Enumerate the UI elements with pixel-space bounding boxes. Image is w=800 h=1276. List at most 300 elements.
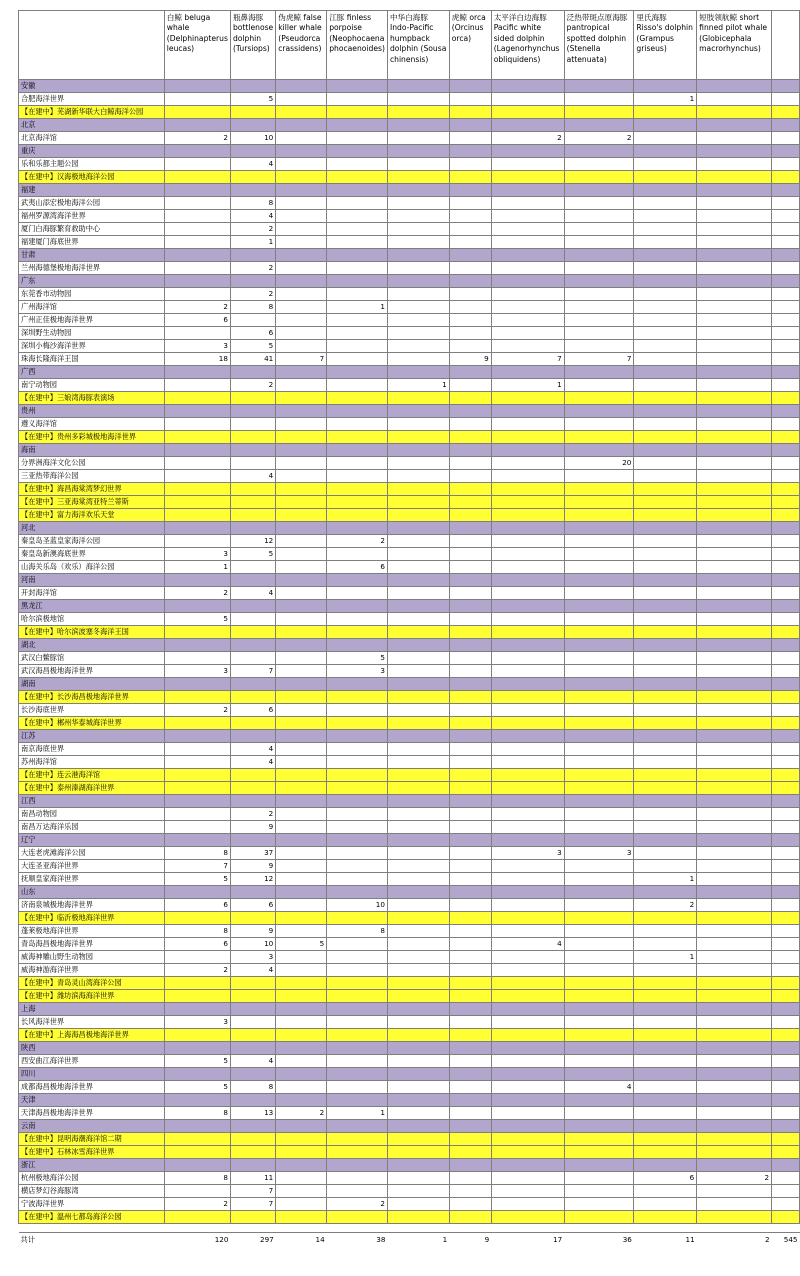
count-cell: 1 <box>634 873 697 886</box>
count-cell <box>387 444 449 457</box>
count-cell <box>449 912 491 925</box>
count-cell <box>327 600 388 613</box>
count-cell: 7 <box>230 1185 275 1198</box>
count-cell <box>491 925 564 938</box>
count-cell <box>697 886 772 899</box>
venue-name: 福建厦门海底世界 <box>19 236 165 249</box>
count-cell <box>276 483 327 496</box>
table-row <box>19 197 800 210</box>
count-cell <box>449 444 491 457</box>
count-cell <box>276 379 327 392</box>
cetacean-census-table <box>18 10 800 1247</box>
count-cell <box>697 249 772 262</box>
count-cell <box>491 821 564 834</box>
count-cell <box>697 717 772 730</box>
total-cell: 120 <box>164 1233 230 1248</box>
province-row <box>19 1159 800 1172</box>
count-cell <box>449 860 491 873</box>
venue-name: 【在建中】三娘湾海豚表演场 <box>19 392 165 405</box>
province-name: 陕西 <box>19 1042 165 1055</box>
count-cell <box>449 769 491 782</box>
count-cell <box>449 743 491 756</box>
count-cell <box>449 210 491 223</box>
count-cell <box>230 730 275 743</box>
table-row <box>19 951 800 964</box>
count-cell <box>449 1094 491 1107</box>
count-cell <box>387 639 449 652</box>
count-cell <box>449 1133 491 1146</box>
count-cell <box>449 626 491 639</box>
count-cell <box>491 1042 564 1055</box>
count-cell <box>564 210 634 223</box>
count-cell <box>230 561 275 574</box>
province-row <box>19 795 800 808</box>
count-cell <box>230 613 275 626</box>
province-name: 江西 <box>19 795 165 808</box>
venue-name: 【在建中】长沙海昌极地海洋世界 <box>19 691 165 704</box>
table-row <box>19 379 800 392</box>
count-cell <box>772 548 800 561</box>
count-cell <box>449 821 491 834</box>
count-cell <box>449 561 491 574</box>
count-cell <box>387 561 449 574</box>
total-cell: 9 <box>449 1233 491 1248</box>
venue-name: 【在建中】海昌海棠湾梦幻世界 <box>19 483 165 496</box>
construction-row <box>19 171 800 184</box>
count-cell: 2 <box>327 1198 388 1211</box>
venue-name: 南京海底世界 <box>19 743 165 756</box>
count-cell <box>634 652 697 665</box>
count-cell <box>164 808 230 821</box>
count-cell: 2 <box>491 132 564 145</box>
count-cell <box>564 496 634 509</box>
count-cell <box>491 756 564 769</box>
count-cell <box>327 171 388 184</box>
count-cell <box>164 275 230 288</box>
count-cell <box>697 925 772 938</box>
count-cell <box>564 145 634 158</box>
venue-name: 东莞香市动物园 <box>19 288 165 301</box>
count-cell <box>387 405 449 418</box>
count-cell <box>387 769 449 782</box>
count-cell <box>327 80 388 93</box>
province-name: 湖北 <box>19 639 165 652</box>
count-cell: 1 <box>327 301 388 314</box>
count-cell <box>387 158 449 171</box>
province-name: 辽宁 <box>19 834 165 847</box>
table-row <box>19 1185 800 1198</box>
count-cell <box>164 262 230 275</box>
count-cell <box>634 431 697 444</box>
count-cell <box>697 1055 772 1068</box>
count-cell <box>164 483 230 496</box>
count-cell <box>387 1003 449 1016</box>
venue-name: 西安曲江海洋世界 <box>19 1055 165 1068</box>
count-cell <box>230 574 275 587</box>
venue-name: 杭州极地海洋公园 <box>19 1172 165 1185</box>
spacer-cell <box>164 1224 230 1233</box>
count-cell <box>697 1120 772 1133</box>
count-cell <box>449 730 491 743</box>
count-cell <box>276 886 327 899</box>
table-body <box>19 80 800 1248</box>
table-row <box>19 561 800 574</box>
count-cell: 10 <box>327 899 388 912</box>
construction-row <box>19 1133 800 1146</box>
count-cell <box>564 1146 634 1159</box>
count-cell <box>387 366 449 379</box>
count-cell <box>564 223 634 236</box>
count-cell <box>491 665 564 678</box>
count-cell <box>491 184 564 197</box>
count-cell <box>634 665 697 678</box>
count-cell <box>697 678 772 691</box>
count-cell <box>491 496 564 509</box>
count-cell <box>772 1029 800 1042</box>
count-cell <box>327 340 388 353</box>
count-cell <box>697 1081 772 1094</box>
header-venue <box>19 11 165 80</box>
count-cell <box>564 756 634 769</box>
count-cell <box>449 951 491 964</box>
count-cell <box>772 1211 800 1224</box>
table-row <box>19 314 800 327</box>
construction-row <box>19 977 800 990</box>
count-cell: 2 <box>164 964 230 977</box>
count-cell <box>772 587 800 600</box>
province-row <box>19 184 800 197</box>
count-cell <box>772 886 800 899</box>
count-cell: 4 <box>230 964 275 977</box>
count-cell: 4 <box>230 743 275 756</box>
count-cell <box>697 1016 772 1029</box>
count-cell <box>634 509 697 522</box>
venue-name: 威海神雕山野生动物园 <box>19 951 165 964</box>
count-cell <box>164 444 230 457</box>
count-cell <box>387 951 449 964</box>
count-cell <box>772 1172 800 1185</box>
count-cell <box>491 93 564 106</box>
construction-row <box>19 483 800 496</box>
venue-name: 苏州海洋馆 <box>19 756 165 769</box>
count-cell: 8 <box>164 847 230 860</box>
venue-name: 长风海洋世界 <box>19 1016 165 1029</box>
count-cell <box>772 353 800 366</box>
table-row <box>19 548 800 561</box>
count-cell <box>491 1211 564 1224</box>
count-cell <box>276 1172 327 1185</box>
province-name: 甘肃 <box>19 249 165 262</box>
count-cell <box>564 860 634 873</box>
venue-name: 青岛海昌极地海洋世界 <box>19 938 165 951</box>
count-cell <box>230 1068 275 1081</box>
count-cell <box>697 652 772 665</box>
count-cell <box>697 704 772 717</box>
count-cell <box>634 80 697 93</box>
count-cell <box>276 1159 327 1172</box>
count-cell: 5 <box>327 652 388 665</box>
table-row <box>19 535 800 548</box>
count-cell <box>387 1016 449 1029</box>
count-cell <box>387 327 449 340</box>
count-cell <box>634 639 697 652</box>
count-cell <box>564 431 634 444</box>
count-cell <box>164 1133 230 1146</box>
count-cell: 4 <box>230 210 275 223</box>
count-cell <box>697 873 772 886</box>
count-cell <box>564 301 634 314</box>
venue-name: 南昌万达海洋乐园 <box>19 821 165 834</box>
count-cell <box>634 249 697 262</box>
total-cell: 17 <box>491 1233 564 1248</box>
count-cell <box>634 301 697 314</box>
count-cell <box>634 457 697 470</box>
count-cell: 4 <box>564 1081 634 1094</box>
count-cell <box>772 821 800 834</box>
count-cell <box>564 1172 634 1185</box>
count-cell <box>564 665 634 678</box>
venue-name: 【在建中】连云港海洋馆 <box>19 769 165 782</box>
count-cell <box>564 444 634 457</box>
count-cell <box>276 340 327 353</box>
count-cell <box>491 470 564 483</box>
count-cell <box>449 613 491 626</box>
count-cell <box>697 470 772 483</box>
count-cell <box>772 457 800 470</box>
province-row <box>19 1068 800 1081</box>
count-cell <box>276 1198 327 1211</box>
count-cell <box>634 548 697 561</box>
spacer-cell <box>387 1224 449 1233</box>
count-cell <box>164 418 230 431</box>
count-cell <box>327 574 388 587</box>
count-cell <box>772 301 800 314</box>
count-cell: 8 <box>164 1107 230 1120</box>
count-cell <box>276 223 327 236</box>
count-cell: 8 <box>230 197 275 210</box>
venue-name: 【在建中】贵州多彩城极地海洋世界 <box>19 431 165 444</box>
count-cell <box>634 522 697 535</box>
count-cell <box>772 236 800 249</box>
table-row <box>19 288 800 301</box>
count-cell <box>634 756 697 769</box>
count-cell <box>697 301 772 314</box>
count-cell <box>634 769 697 782</box>
province-name: 重庆 <box>19 145 165 158</box>
count-cell <box>634 106 697 119</box>
count-cell <box>387 717 449 730</box>
count-cell <box>276 665 327 678</box>
province-row <box>19 249 800 262</box>
count-cell <box>491 106 564 119</box>
venue-name: 珠海长隆海洋王国 <box>19 353 165 366</box>
count-cell <box>230 249 275 262</box>
count-cell <box>634 119 697 132</box>
count-cell <box>276 639 327 652</box>
count-cell <box>772 652 800 665</box>
count-cell <box>387 184 449 197</box>
count-cell <box>564 1211 634 1224</box>
count-cell <box>697 860 772 873</box>
count-cell <box>327 691 388 704</box>
count-cell: 2 <box>164 301 230 314</box>
count-cell <box>164 1159 230 1172</box>
venue-name: 分界洲海洋文化公园 <box>19 457 165 470</box>
count-cell <box>449 470 491 483</box>
count-cell <box>564 522 634 535</box>
count-cell <box>564 548 634 561</box>
count-cell <box>449 639 491 652</box>
count-cell <box>449 275 491 288</box>
count-cell <box>449 431 491 444</box>
count-cell <box>230 600 275 613</box>
count-cell: 5 <box>230 93 275 106</box>
count-cell: 2 <box>164 132 230 145</box>
province-name: 贵州 <box>19 405 165 418</box>
count-cell <box>327 132 388 145</box>
count-cell <box>564 262 634 275</box>
count-cell <box>772 990 800 1003</box>
count-cell <box>491 964 564 977</box>
count-cell <box>276 860 327 873</box>
province-row <box>19 886 800 899</box>
count-cell <box>564 1016 634 1029</box>
count-cell <box>387 990 449 1003</box>
count-cell: 7 <box>230 665 275 678</box>
count-cell <box>327 990 388 1003</box>
count-cell <box>230 886 275 899</box>
count-cell <box>327 223 388 236</box>
count-cell <box>449 301 491 314</box>
count-cell: 10 <box>230 132 275 145</box>
count-cell <box>697 262 772 275</box>
count-cell <box>634 834 697 847</box>
count-cell <box>491 145 564 158</box>
count-cell <box>449 704 491 717</box>
count-cell <box>491 1185 564 1198</box>
count-cell <box>276 171 327 184</box>
count-cell <box>634 1211 697 1224</box>
spacer-cell <box>19 1224 165 1233</box>
count-cell: 5 <box>230 340 275 353</box>
count-cell <box>276 314 327 327</box>
count-cell <box>164 990 230 1003</box>
count-cell <box>491 873 564 886</box>
count-cell <box>697 834 772 847</box>
count-cell <box>697 1068 772 1081</box>
count-cell <box>164 249 230 262</box>
count-cell <box>327 964 388 977</box>
construction-row <box>19 912 800 925</box>
count-cell <box>491 483 564 496</box>
count-cell <box>276 418 327 431</box>
count-cell <box>634 223 697 236</box>
count-cell <box>491 535 564 548</box>
count-cell <box>164 210 230 223</box>
count-cell <box>387 509 449 522</box>
count-cell <box>449 1120 491 1133</box>
count-cell <box>387 106 449 119</box>
count-cell <box>634 1029 697 1042</box>
count-cell <box>230 405 275 418</box>
total-cell: 14 <box>276 1233 327 1248</box>
count-cell <box>772 327 800 340</box>
table-row <box>19 1198 800 1211</box>
count-cell <box>164 600 230 613</box>
construction-row <box>19 691 800 704</box>
venue-name: 天津海昌极地海洋世界 <box>19 1107 165 1120</box>
count-cell <box>772 1081 800 1094</box>
count-cell <box>491 951 564 964</box>
total-cell: 1 <box>387 1233 449 1248</box>
count-cell <box>449 1081 491 1094</box>
count-cell <box>491 457 564 470</box>
count-cell <box>634 1107 697 1120</box>
count-cell <box>327 158 388 171</box>
header-species-2: 瓶鼻海豚 bottlenose dolphin (Tursiops) <box>230 11 275 80</box>
count-cell <box>772 561 800 574</box>
count-cell: 2 <box>564 132 634 145</box>
table-row <box>19 652 800 665</box>
count-cell <box>491 1198 564 1211</box>
count-cell <box>634 366 697 379</box>
count-cell <box>491 678 564 691</box>
count-cell <box>772 483 800 496</box>
count-cell <box>230 795 275 808</box>
count-cell: 12 <box>230 873 275 886</box>
count-cell <box>564 1003 634 1016</box>
count-cell <box>276 80 327 93</box>
count-cell <box>491 1016 564 1029</box>
count-cell <box>387 431 449 444</box>
count-cell <box>634 1003 697 1016</box>
count-cell <box>387 1172 449 1185</box>
venue-name: 宁波海洋世界 <box>19 1198 165 1211</box>
count-cell <box>634 691 697 704</box>
count-cell <box>772 197 800 210</box>
count-cell <box>449 847 491 860</box>
count-cell <box>276 704 327 717</box>
count-cell <box>634 925 697 938</box>
count-cell: 8 <box>230 1081 275 1094</box>
count-cell: 41 <box>230 353 275 366</box>
count-cell <box>772 340 800 353</box>
count-cell <box>449 1029 491 1042</box>
venue-name: 兰州海德堡极地海洋世界 <box>19 262 165 275</box>
count-cell <box>327 197 388 210</box>
count-cell <box>276 327 327 340</box>
count-cell: 8 <box>164 925 230 938</box>
table-row <box>19 704 800 717</box>
count-cell: 1 <box>230 236 275 249</box>
count-cell: 4 <box>230 587 275 600</box>
count-cell <box>564 808 634 821</box>
count-cell <box>327 1120 388 1133</box>
count-cell <box>697 938 772 951</box>
count-cell <box>327 444 388 457</box>
count-cell <box>449 158 491 171</box>
table-row <box>19 938 800 951</box>
count-cell <box>230 990 275 1003</box>
count-cell <box>164 236 230 249</box>
province-name: 安徽 <box>19 80 165 93</box>
count-cell <box>276 925 327 938</box>
count-cell <box>449 1211 491 1224</box>
venue-name: 山海关乐岛（欢乐）海洋公园 <box>19 561 165 574</box>
count-cell: 13 <box>230 1107 275 1120</box>
construction-row <box>19 496 800 509</box>
count-cell: 2 <box>164 1198 230 1211</box>
